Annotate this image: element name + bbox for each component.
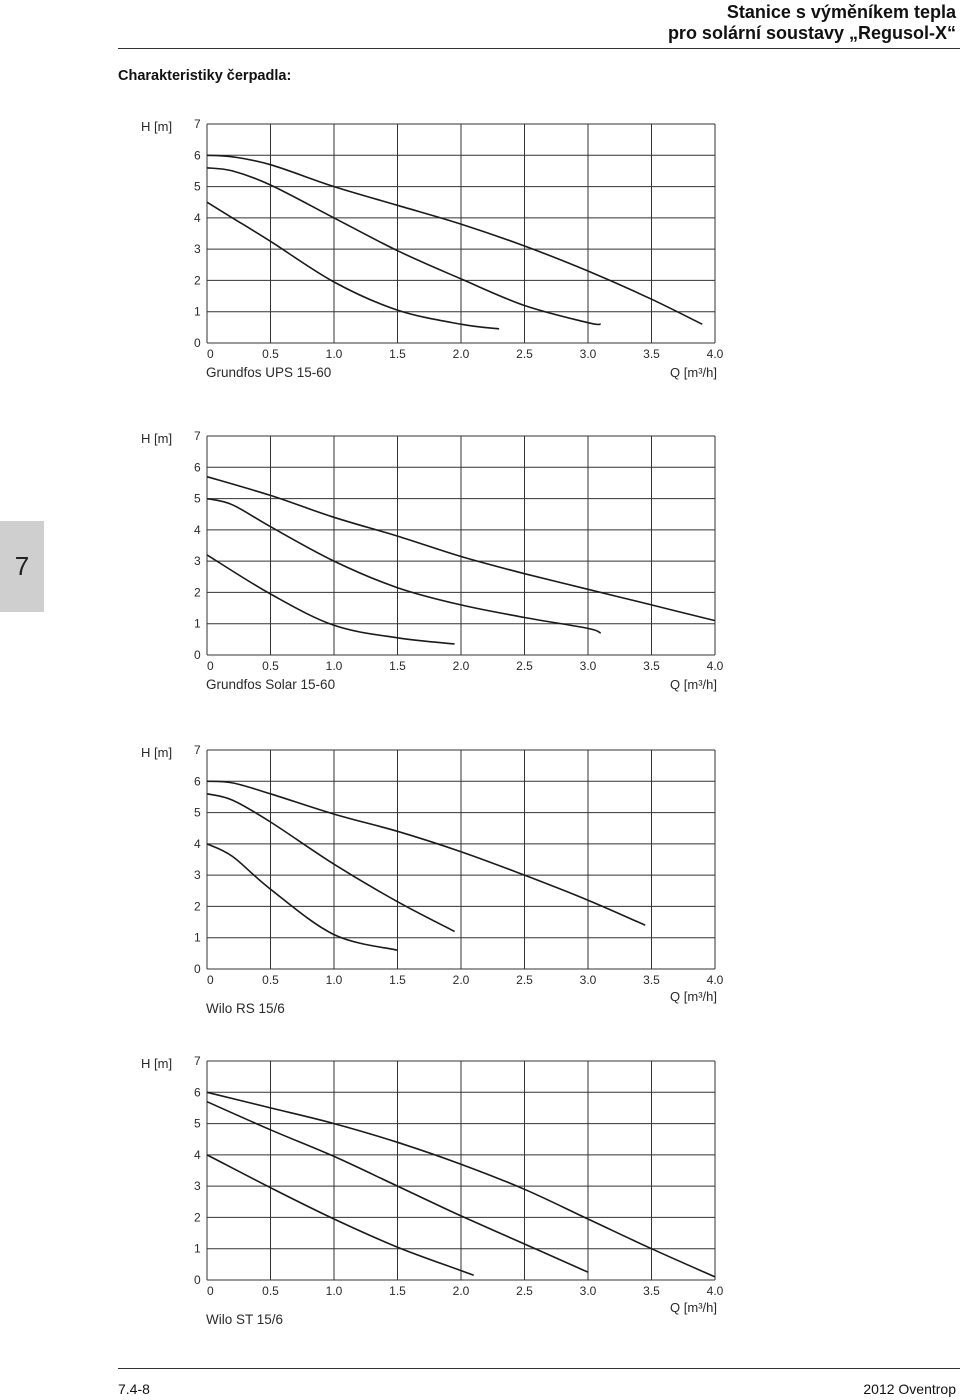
x-tick-label: 3.0 [579, 347, 597, 361]
y-tick-label: 4 [194, 210, 201, 225]
section-title: Charakteristiky čerpadla: [118, 68, 292, 84]
chart-title: Wilo RS 15/6 [206, 1001, 285, 1016]
y-tick-label: 4 [194, 836, 201, 851]
footer-rule [118, 1368, 960, 1369]
y-tick-label: 2 [194, 585, 201, 600]
x-tick-label: 2.0 [452, 659, 470, 673]
chapter-tab-label: 7 [14, 551, 30, 581]
x-tick-label: 2.0 [452, 1284, 470, 1298]
x-tick-label: 2.5 [516, 659, 533, 673]
x-tick-label: 4.0 [706, 659, 724, 673]
x-tick-label: 2.5 [516, 1284, 533, 1298]
chart-title: Grundfos UPS 15-60 [206, 365, 332, 380]
y-tick-label: 3 [194, 242, 201, 257]
x-tick-label: 3.5 [643, 659, 660, 673]
title-line-2: pro solární soustavy „Regusol-X“ [667, 23, 956, 43]
y-tick-label: 0 [194, 962, 201, 976]
x-axis-label: Q [m³/h] [670, 365, 717, 380]
y-axis-label: H [m] [141, 745, 173, 760]
x-axis-label: Q [m³/h] [670, 677, 717, 692]
chart-title: Wilo ST 15/6 [206, 1312, 284, 1327]
y-tick-label: 6 [194, 774, 201, 789]
page-number: 7.4-8 [118, 1381, 150, 1397]
y-tick-label: 5 [194, 179, 201, 194]
x-tick-label: 1.0 [325, 347, 343, 361]
title-line-1: Stanice s výměníkem tepla [726, 2, 956, 22]
x-tick-label: 2.5 [516, 973, 533, 987]
y-axis-label: H [m] [141, 1056, 173, 1071]
x-tick-label: 0.5 [262, 1284, 279, 1298]
x-tick-label: 0 [207, 659, 214, 673]
y-tick-label: 5 [194, 1116, 201, 1131]
y-tick-label: 1 [194, 616, 201, 631]
series-curve [207, 1155, 474, 1275]
y-tick-label: 4 [194, 522, 201, 537]
x-tick-label: 0 [207, 973, 214, 987]
copyright: 2012 Oventrop [863, 1381, 956, 1397]
y-tick-label: 4 [194, 1147, 201, 1162]
x-tick-label: 1.5 [389, 347, 406, 361]
y-tick-label: 0 [194, 648, 201, 662]
x-tick-label: 0.5 [262, 347, 279, 361]
y-tick-label: 2 [194, 899, 201, 914]
y-axis-label: H [m] [141, 431, 173, 446]
x-tick-label: 1.5 [389, 659, 406, 673]
y-tick-label: 7 [194, 117, 201, 131]
y-tick-label: 7 [194, 429, 201, 443]
x-tick-label: 3.5 [643, 973, 660, 987]
y-tick-label: 2 [194, 1210, 201, 1225]
chart-grid [207, 1061, 715, 1280]
y-tick-label: 1 [194, 1241, 201, 1256]
y-tick-label: 6 [194, 148, 201, 163]
x-tick-label: 1.0 [325, 973, 343, 987]
y-tick-label: 1 [194, 304, 201, 319]
x-tick-label: 3.0 [579, 1284, 597, 1298]
y-tick-label: 6 [194, 460, 201, 475]
x-tick-label: 2.5 [516, 347, 533, 361]
y-tick-label: 5 [194, 491, 201, 506]
y-tick-label: 3 [194, 868, 201, 883]
x-tick-label: 2.0 [452, 347, 470, 361]
x-tick-label: 3.0 [579, 659, 597, 673]
x-tick-label: 1.5 [389, 1284, 406, 1298]
y-tick-label: 0 [194, 336, 201, 350]
y-tick-label: 7 [194, 743, 201, 757]
x-tick-label: 3.0 [579, 973, 597, 987]
chart-title: Grundfos Solar 15-60 [206, 677, 336, 692]
x-tick-label: 4.0 [706, 973, 724, 987]
x-tick-label: 4.0 [706, 347, 724, 361]
y-tick-label: 2 [194, 273, 201, 288]
x-tick-label: 0.5 [262, 659, 279, 673]
x-tick-label: 0 [207, 347, 214, 361]
y-tick-label: 3 [194, 554, 201, 569]
y-tick-label: 5 [194, 805, 201, 820]
y-tick-label: 3 [194, 1179, 201, 1194]
y-tick-label: 1 [194, 930, 201, 945]
y-tick-label: 6 [194, 1085, 201, 1100]
y-tick-label: 0 [194, 1273, 201, 1287]
x-tick-label: 2.0 [452, 973, 470, 987]
x-tick-label: 4.0 [706, 1284, 724, 1298]
x-axis-label: Q [m³/h] [670, 989, 717, 1004]
x-tick-label: 3.5 [643, 1284, 660, 1298]
x-tick-label: 1.5 [389, 973, 406, 987]
y-tick-label: 7 [194, 1054, 201, 1068]
y-axis-label: H [m] [141, 119, 173, 134]
x-tick-label: 0 [207, 1284, 214, 1298]
x-tick-label: 1.0 [325, 659, 343, 673]
x-axis-label: Q [m³/h] [670, 1300, 717, 1315]
x-tick-label: 3.5 [643, 347, 660, 361]
x-tick-label: 0.5 [262, 973, 279, 987]
x-tick-label: 1.0 [325, 1284, 343, 1298]
